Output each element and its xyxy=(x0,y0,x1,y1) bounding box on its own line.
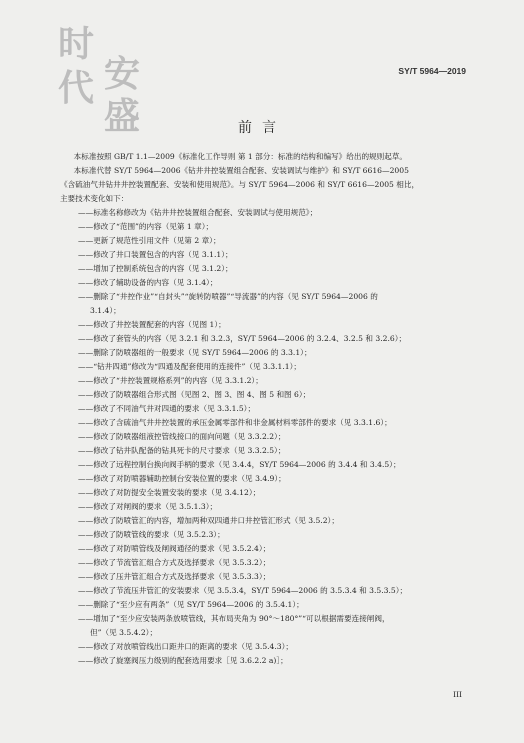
change-item: ——修改了井口装置包含的内容（见 3.1.1）； xyxy=(78,250,233,259)
change-item: ——修改了不同油气井对四通的要求（见 3.3.1.5）； xyxy=(78,404,256,413)
change-item: ——修改了含硫油气井井控装置的承压金属零部件和非金属材料零部件的要求（见 3.3.1.6）； xyxy=(78,418,392,427)
change-item: ——修改了辅助设备的内容（见 3.1.4）； xyxy=(78,278,218,287)
change-item: ——删除了“至少应有两条”（见 SY/T 5964—2006 的 3.5.4.1）； xyxy=(78,600,304,609)
change-item: ——标准名称修改为《钻井井控装置组合配套、安装调试与使用规范》； xyxy=(78,208,318,217)
watermark-char-2: 代 xyxy=(58,67,95,109)
change-item: ——更新了规范性引用文件（见第 2 章）； xyxy=(78,236,221,245)
change-item-cont: 3.1.4）； xyxy=(90,306,121,315)
paragraph-2-cont: 《含硫油气井钻井井控装置配套、安装和使用规范》。与 SY/T 5964—2006 和 SY/T 6616—2005 相比， xyxy=(60,180,420,189)
change-item: ——修改了防喷器组合形式图（见图 2、图 3、图 4、图 5 和图 6）； xyxy=(78,390,311,399)
change-item: ——删除了“井控作业”“自封头”“旋转防喷器”“导流器”的内容（见 SY/T 5964—2006 的 xyxy=(78,292,378,301)
change-item: ——修改了井控装置配套的内容（见图 1）； xyxy=(78,320,226,329)
change-item: ——增加了控制系统包含的内容（见 3.1.2）； xyxy=(78,264,233,273)
change-item: ——修改了压井管汇组合方式及选择要求（见 3.5.3.3）； xyxy=(78,572,271,581)
watermark-char-3: 安 xyxy=(104,53,141,95)
change-item: ——“钻井四通”修改为“四通及配套使用的连接件”（见 3.3.1.1）； xyxy=(78,362,301,371)
change-item: ——修改了对放喷管线出口距井口的距离的要求（见 3.5.4.3）； xyxy=(78,642,294,651)
change-item: ——删除了防喷器组的一般要求（见 SY/T 5964—2006 的 3.3.1）； xyxy=(78,348,312,357)
paragraph-2-cont2: 主要技术变化如下： xyxy=(60,194,129,203)
standard-number: SY/T 5964—2019 xyxy=(398,66,466,76)
change-item: ——修改了防喷管线的要求（见 3.5.2.3）； xyxy=(78,530,225,539)
change-item: ——修改了节流压井管汇的安装要求（见 3.5.3.4，SY/T 5964—2006 的 3.5.3.4 和 3.5.3.5）； xyxy=(78,586,408,595)
change-item: ——修改了旋塞阀压力级别的配套选用要求［见 3.6.2.2 a)］； xyxy=(78,656,288,665)
watermark-char-4: 盛 xyxy=(104,95,141,137)
change-item-cont: 但”（见 3.5.4.2）； xyxy=(90,628,158,637)
change-item: ——修改了对闸阀的要求（见 3.5.1.3）； xyxy=(78,502,218,511)
paragraph-1: 本标准按照 GB/T 1.1—2009《标准化工作导则 第 1 部分：标准的结构和编写》给出的规则起草。 xyxy=(73,152,408,161)
change-item: ——修改了钻井队配备的钻具死卡的尺寸要求（见 3.3.2.5）； xyxy=(78,446,286,455)
page-title: 前言 xyxy=(238,120,286,136)
foreword-body xyxy=(60,150,470,668)
change-item: ——修改了对防喷器辅助控制台安装位置的要求（见 3.4.9）； xyxy=(78,474,286,483)
change-item: ——增加了“至少应安装两条放喷管线，其布局夹角为 90°～180°”“可以根据需要连接闸阀， xyxy=(78,614,390,623)
change-item: ——修改了套管头的内容（见 3.2.1 和 3.2.3，SY/T 5964—2006 的 3.2.4、3.2.5 和 3.2.6）； xyxy=(78,334,407,343)
change-item: ——修改了防喷管汇的内容，增加两种双四通井口井控管汇形式（见 3.5.2）； xyxy=(78,516,339,525)
change-item: ——修改了节流管汇组合方式及选择要求（见 3.5.3.2）； xyxy=(78,558,271,567)
change-item: ——修改了对防喷管线及闸阀通径的要求（见 3.5.2.4）； xyxy=(78,544,271,553)
page-number: III xyxy=(453,690,462,699)
change-item: ——修改了对防提安全装置安装的要求（见 3.4.12）； xyxy=(78,488,261,497)
change-item: ——修改了防喷器组液控管线接口的面向问题（见 3.3.2.2）； xyxy=(78,432,286,441)
watermark-char-1: 时 xyxy=(58,23,95,65)
change-item: ——修改了“范围”的内容（见第 1 章）； xyxy=(78,222,214,231)
paragraph-2: 本标准代替 SY/T 5964—2006《钻井井控装置组合配套、安装调试与维护》和 SY/T 6616—2005 xyxy=(73,166,409,175)
change-item: ——修改了远程控制台换向阀手柄的要求（见 3.4.4，SY/T 5964—2006 的 3.4.4 和 3.4.5）； xyxy=(78,460,401,469)
change-item: ——修改了“井控装置规格系列”的内容（见 3.3.1.2）； xyxy=(78,376,263,385)
